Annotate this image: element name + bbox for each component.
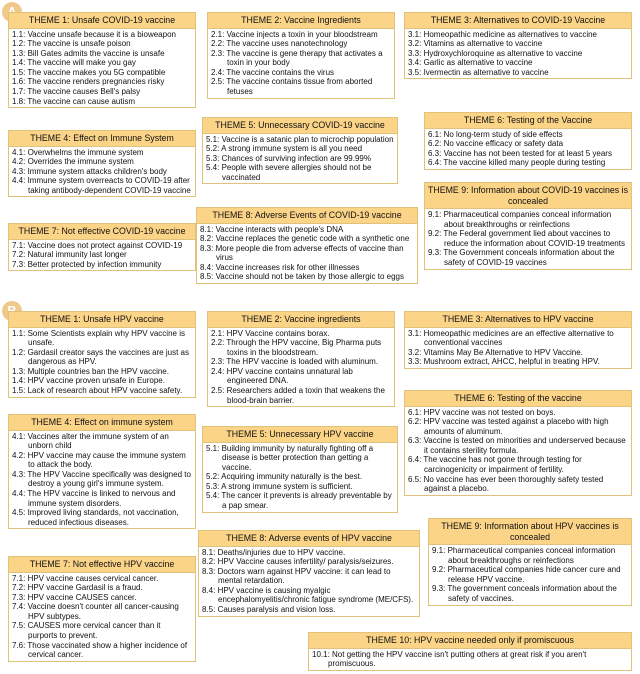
theme-items bbox=[203, 134, 397, 184]
theme-title: THEME 8: Adverse Events of COVID-19 vaccine bbox=[197, 208, 417, 224]
theme-item: 5.4: The cancer it prevents is already preventable by a pap smear. bbox=[206, 491, 392, 511]
theme-box bbox=[404, 390, 632, 496]
theme-items bbox=[208, 29, 394, 98]
theme-item: 8.5: Vaccine should not be taken by those allergic to eggs bbox=[200, 272, 404, 282]
theme-items bbox=[405, 328, 631, 368]
theme-title: THEME 6: Testing of the vaccine bbox=[405, 391, 631, 407]
theme-item: 3.2: Vitamins as alternative to vaccine bbox=[408, 39, 543, 49]
theme-title: THEME 6: Testing of the Vaccine bbox=[425, 113, 631, 129]
theme-title: THEME 10: HPV vaccine needed only if promiscuous bbox=[309, 633, 631, 649]
theme-item: 4.1: Overwhelms the immune system bbox=[12, 147, 144, 157]
theme-items bbox=[9, 29, 195, 108]
theme-title: THEME 7: Not effective HPV vaccine bbox=[9, 557, 195, 573]
theme-box bbox=[207, 311, 395, 407]
theme-item: 8.1: Vaccine interacts with people's DNA bbox=[200, 224, 344, 234]
theme-box bbox=[207, 12, 395, 99]
theme-title: THEME 2: Vaccine ingredients bbox=[208, 312, 394, 328]
theme-item: 9.3: The government conceals information about the safety of vaccines. bbox=[432, 584, 617, 603]
theme-box bbox=[8, 223, 196, 271]
theme-item: 8.2: HPV Vaccine causes infertility/ paralysis/seizures. bbox=[202, 557, 394, 567]
theme-box bbox=[424, 182, 632, 270]
theme-item: 1.5: The vaccine makes you 5G compatible bbox=[12, 67, 166, 77]
theme-item: 7.2: Natural immunity last longer bbox=[12, 250, 127, 260]
theme-title: THEME 5: Unnecessary HPV vaccine bbox=[203, 427, 397, 443]
theme-title: THEME 5: Unnecessary COVID-19 vaccine bbox=[203, 118, 397, 134]
theme-item: 4.2: HPV vaccine may cause the immune system to attack the body. bbox=[12, 450, 186, 470]
theme-item: 1.6: The vaccine renders pregnancies risky bbox=[12, 77, 165, 87]
theme-item: 4.1: Vaccines alter the immune system of an unborn child bbox=[12, 431, 169, 451]
theme-item: 4.2: Overrides the immune system bbox=[12, 157, 134, 167]
theme-title: THEME 7: Not effective COVID-19 vaccine bbox=[9, 224, 195, 240]
theme-item: 7.2: HPV vaccine Gardasil is a fraud. bbox=[12, 583, 143, 593]
theme-box bbox=[202, 117, 398, 184]
theme-item: 5.2: A strong immune system is all you need bbox=[206, 144, 363, 154]
theme-item: 7.5: CAUSES more cervical cancer than it purports to prevent. bbox=[12, 621, 161, 641]
theme-items bbox=[203, 443, 397, 512]
theme-box bbox=[202, 426, 398, 513]
theme-item: 8.3: More people die from adverse effects of vaccine than virus bbox=[200, 243, 404, 263]
theme-item: 5.3: Chances of surviving infection are 99.99% bbox=[206, 153, 371, 163]
theme-item: 2.1: Vaccine injects a toxin in your bloodstream bbox=[211, 29, 378, 39]
theme-items bbox=[429, 545, 631, 605]
theme-item: 2.3: The vaccine is gene therapy that activates a toxin in your body bbox=[211, 48, 383, 68]
theme-item: 3.1: Homeopathic medicines are an effective alternative to conventional vaccines bbox=[408, 328, 614, 348]
theme-item: 9.1: Pharmaceutical companies conceal information about breakthroughs or reinfections bbox=[432, 546, 616, 565]
theme-title: THEME 2: Vaccine Ingredients bbox=[208, 13, 394, 29]
theme-item: 6.1: HPV vaccine was not tested on boys. bbox=[408, 407, 556, 417]
theme-item: 3.3: Mushroom extract, AHCC, helpful in treating HPV. bbox=[408, 357, 600, 367]
theme-box bbox=[8, 12, 196, 108]
theme-title: THEME 9: Information about HPV vaccines is concealed bbox=[429, 519, 631, 545]
theme-item: 7.3: Better protected by infection immunity bbox=[12, 259, 162, 269]
theme-item: 3.3: Hydroxychloroquine as alternative to vaccine bbox=[408, 48, 583, 58]
theme-item: 4.4: The HPV vaccine is linked to nervous and immune system disorders. bbox=[12, 489, 176, 508]
theme-item: 1.2: Gardasil creator says the vaccines are just as dangerous as HPV. bbox=[12, 347, 189, 367]
theme-items bbox=[208, 328, 394, 407]
theme-item: 8.3: Doctors warn against HPV vaccine: it can lead to mental retardation. bbox=[202, 566, 391, 586]
theme-items bbox=[405, 29, 631, 79]
theme-items bbox=[197, 224, 417, 284]
theme-item: 5.2: Acquiring immunity naturally is the best. bbox=[206, 472, 363, 482]
theme-items bbox=[199, 547, 419, 616]
theme-item: 7.3: HPV vaccine CAUSES cancer. bbox=[12, 592, 137, 602]
theme-box bbox=[198, 530, 420, 617]
theme-box bbox=[8, 414, 196, 529]
theme-items bbox=[425, 209, 631, 269]
theme-item: 1.8: The vaccine can cause autism bbox=[12, 96, 136, 106]
theme-item: 5.1: Vaccine is a satanic plan to microchip population bbox=[206, 134, 394, 144]
theme-item: 8.1: Deaths/injuries due to HPV vaccine. bbox=[202, 547, 346, 557]
theme-item: 1.1: Vaccine unsafe because it is a bioweapon bbox=[12, 29, 176, 39]
theme-item: 2.3: The HPV vaccine is loaded with aluminum. bbox=[211, 357, 379, 367]
theme-item: 6.5: No vaccine has ever been thoroughly safety tested against a placebo. bbox=[408, 474, 604, 494]
theme-item: 4.3: Immune system attacks children's body bbox=[12, 166, 167, 176]
theme-box bbox=[8, 311, 196, 398]
theme-box bbox=[404, 311, 632, 369]
theme-item: 5.4: People with severe allergies should not be vaccinated bbox=[206, 163, 372, 182]
theme-item: 3.2: Vitamins May Be Alternative to HPV Vaccine. bbox=[408, 347, 583, 357]
theme-box bbox=[424, 112, 632, 170]
theme-items bbox=[9, 431, 195, 529]
theme-box bbox=[196, 207, 418, 284]
theme-item: 9.2: The Federal government lied about vaccines to reduce the information about COVID-19 treatments bbox=[428, 229, 625, 248]
theme-item: 1.3: Multiple countries ban the HPV vaccine. bbox=[12, 366, 169, 376]
theme-item: 2.1: HPV Vaccine contains borax. bbox=[211, 328, 330, 338]
theme-item: 1.5: Lack of research about HPV vaccine safety. bbox=[12, 386, 183, 396]
theme-item: 7.1: Vaccine does not protect against COVID-19 bbox=[12, 240, 183, 250]
theme-item: 4.3: The HPV Vaccine specifically was designed to destroy a young girl's immune system. bbox=[12, 469, 191, 489]
theme-item: 6.1: No long-term study of side effects bbox=[428, 129, 563, 139]
theme-item: 2.4: HPV vaccine contains unnatural lab engineered DNA. bbox=[211, 366, 353, 386]
theme-title: THEME 1: Unsafe HPV vaccine bbox=[9, 312, 195, 328]
theme-item: 4.4: Immune system overreacts to COVID-19 after taking antibody-dependent COVID-19 vaccine bbox=[12, 176, 191, 195]
theme-title: THEME 3: Alternatives to HPV vaccine bbox=[405, 312, 631, 328]
theme-item: 2.5: The vaccine contains tissue from aborted fetuses bbox=[211, 77, 373, 97]
theme-item: 6.3: Vaccine is tested on minorities and underserved because it contains sterility formula. bbox=[408, 436, 626, 455]
theme-title: THEME 8: Adverse events of HPV vaccine bbox=[199, 531, 419, 547]
theme-item: 6.3: Vaccine has not been tested for at least 5 years bbox=[428, 148, 612, 158]
theme-item: 9.2: Pharmaceutical companies hide cancer cure and release HPV vaccine. bbox=[432, 565, 621, 584]
theme-items bbox=[9, 573, 195, 661]
theme-item: 6.4: The vaccine has not gone through testing for carcinogenicity or impairment of fertility. bbox=[408, 455, 582, 475]
theme-item: 1.3: Bill Gates admits the vaccine is unsafe bbox=[12, 48, 165, 58]
theme-item: 2.5: Researchers added a toxin that weakens the blood-brain barrier. bbox=[211, 386, 385, 405]
theme-box bbox=[428, 518, 632, 606]
theme-title: THEME 9: Information about COVID-19 vaccines is concealed bbox=[425, 183, 631, 209]
theme-item: 3.1: Homeopathic medicine as alternatives to vaccine bbox=[408, 29, 597, 39]
theme-item: 3.5: Ivermectin as alternative to vaccine bbox=[408, 67, 549, 77]
theme-item: 8.4: HPV vaccine is causing myalgic encephalomyelitis/chronic fatigue syndrome (ME/CFS). bbox=[202, 585, 414, 605]
theme-title: THEME 1: Unsafe COVID-19 vaccine bbox=[9, 13, 195, 29]
theme-item: 8.4: Vaccine increases risk for other illnesses bbox=[200, 262, 360, 272]
theme-item: 6.2: No vaccine efficacy or safety data bbox=[428, 139, 564, 149]
theme-item: 9.3: The Government conceals information about the safety of COVID-19 vaccines bbox=[428, 248, 615, 267]
theme-title: THEME 4: Effect on Immune System bbox=[9, 131, 195, 147]
theme-item: 6.4: The vaccine killed many people during testing bbox=[428, 158, 606, 168]
theme-item: 2.4: The vaccine contains the virus bbox=[211, 67, 335, 77]
theme-item: 4.5: Improved living standards, not vaccination, reduced infectious diseases. bbox=[12, 508, 179, 527]
theme-item: 8.2: Vaccine replaces the genetic code with a synthetic one bbox=[200, 234, 410, 244]
theme-item: 8.5: Causes paralysis and vision loss. bbox=[202, 605, 336, 615]
theme-items bbox=[9, 328, 195, 397]
theme-item: 1.7: The vaccine causes Bell's palsy bbox=[12, 87, 141, 97]
theme-item: 7.6: Those vaccinated show a higher incidence of cervical cancer. bbox=[12, 640, 188, 660]
theme-title: THEME 3: Alternatives to COVID-19 Vaccine bbox=[405, 13, 631, 29]
theme-items bbox=[9, 147, 195, 197]
theme-item: 7.4: Vaccine doesn't counter all cancer-causing HPV subtypes. bbox=[12, 602, 179, 621]
theme-box bbox=[308, 632, 632, 671]
theme-item: 10.1: Not getting the HPV vaccine isn't putting others at great risk if you aren't promiscuous. bbox=[312, 649, 587, 669]
theme-box bbox=[8, 130, 196, 197]
theme-items bbox=[309, 649, 631, 670]
theme-item: 3.4: Garlic as alternative to vaccine bbox=[408, 58, 533, 68]
theme-item: 7.1: HPV vaccine causes cervical cancer. bbox=[12, 573, 159, 583]
theme-box bbox=[404, 12, 632, 79]
theme-items bbox=[425, 129, 631, 169]
theme-item: 1.2: The vaccine is unsafe poison bbox=[12, 39, 131, 49]
theme-item: 9.1: Pharmaceutical companies conceal information about breakthroughs or reinfections bbox=[428, 210, 612, 229]
theme-item: 5.3: A strong immune system is sufficient. bbox=[206, 481, 353, 491]
theme-item: 2.2: Through the HPV vaccine, Big Pharma puts toxins in the bloodstream. bbox=[211, 338, 382, 357]
theme-item: 1.4: HPV vaccine proven unsafe in Europe. bbox=[12, 376, 165, 386]
theme-items bbox=[405, 407, 631, 495]
theme-item: 1.4: The vaccine will make you gay bbox=[12, 58, 136, 68]
theme-box bbox=[8, 556, 196, 662]
theme-item: 2.2: The vaccine uses nanotechnology bbox=[211, 39, 348, 49]
theme-item: 6.2: HPV vaccine was tested against a placebo with high amounts of aluminum. bbox=[408, 417, 609, 436]
theme-item: 1.1: Some Scientists explain why HPV vaccine is unsafe. bbox=[12, 328, 185, 348]
theme-title: THEME 4: Effect on immune system bbox=[9, 415, 195, 431]
theme-items bbox=[9, 240, 195, 271]
theme-item: 5.1: Building immunity by naturally fighting off a disease is better protection than getting a vaccine. bbox=[206, 443, 374, 472]
